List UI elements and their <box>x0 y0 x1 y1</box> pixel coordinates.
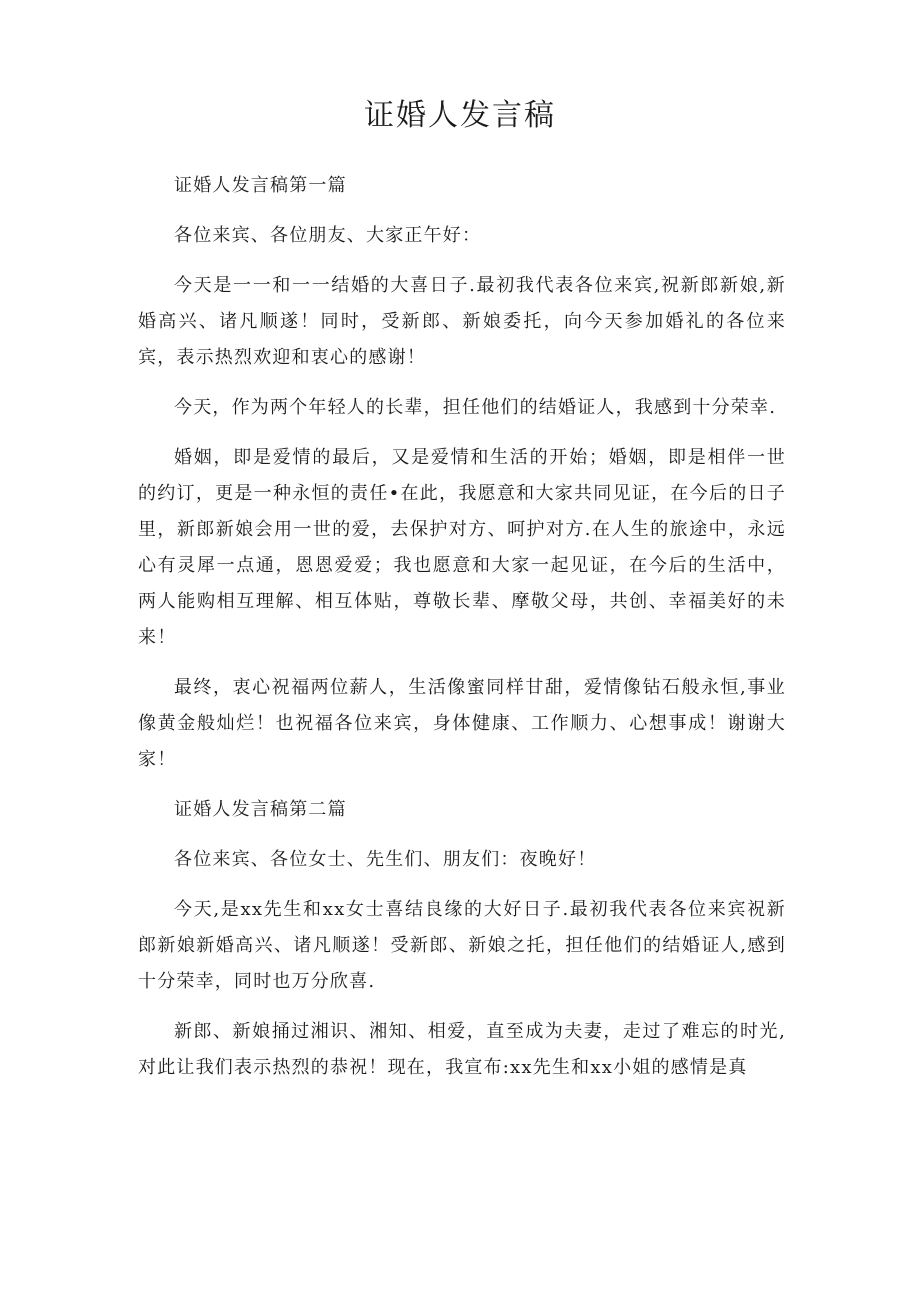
paragraph: 今天，作为两个年轻人的长辈，担任他们的结婚证人，我感到十分荣幸. <box>174 397 777 418</box>
greeting-2: 各位来宾、各位女士、先生们、朋友们：夜晚好！ <box>174 849 597 870</box>
paragraph: 新郎、新娘捅过湘识、湘知、相爱，直至成为夫妻，走过了难忘的时光,对此让我们表示热烈的恭祝！现在，我宣布:xx先生和xx小姐的感情是真 <box>138 1021 786 1078</box>
document-title: 证婚人发言稿 <box>364 98 556 133</box>
section-heading-1: 证婚人发言稿第一篇 <box>174 175 347 196</box>
paragraph: 今天是一一和一一结婚的大喜日子.最初我代表各位来宾,祝新郎新娘,新婚高兴、诸凡顺遂！同时，受新郎、新娘委托，向今天参加婚礼的各位来宾，表示热烈欢迎和衷心的感谢！ <box>138 275 786 368</box>
paragraph: 最终，衷心祝福两位薪人，生活像蜜同样甘甜，爱情像钻石般永恒,事业像黄金般灿烂！也祝福各位来宾，身体健康、工作顺力、心想事成！谢谢大家！ <box>138 677 786 770</box>
section-heading-2: 证婚人发言稿第二篇 <box>174 799 347 820</box>
paragraph: 婚姻，即是爱情的最后，又是爱情和生活的开始；婚姻，即是相伴一世的约订，更是一种永恒的责任•在此，我愿意和大家共同见证，在今后的日子里，新郎新娘会用一世的爱，去保护对方、呵护对方.在人生的旅途中，永远心有灵犀一点通，恩恩爱爱；我也愿意和大家一起见证，在今后的生活中，两人能购相互理解、相互体贴，尊敬长辈、摩敬父母，共创、幸福美好的未来！ <box>138 447 786 648</box>
document-body <box>138 168 786 1100</box>
paragraph: 今天,是xx先生和xx女士喜结良缘的大好日子.最初我代表各位来宾祝新郎新娘新婚高兴、诸凡顺遂！受新郎、新娘之托，担任他们的结婚证人,感到十分荣幸，同时也万分欣喜. <box>138 899 786 992</box>
greeting-1: 各位来宾、各位朋友、大家正午好： <box>174 225 482 246</box>
